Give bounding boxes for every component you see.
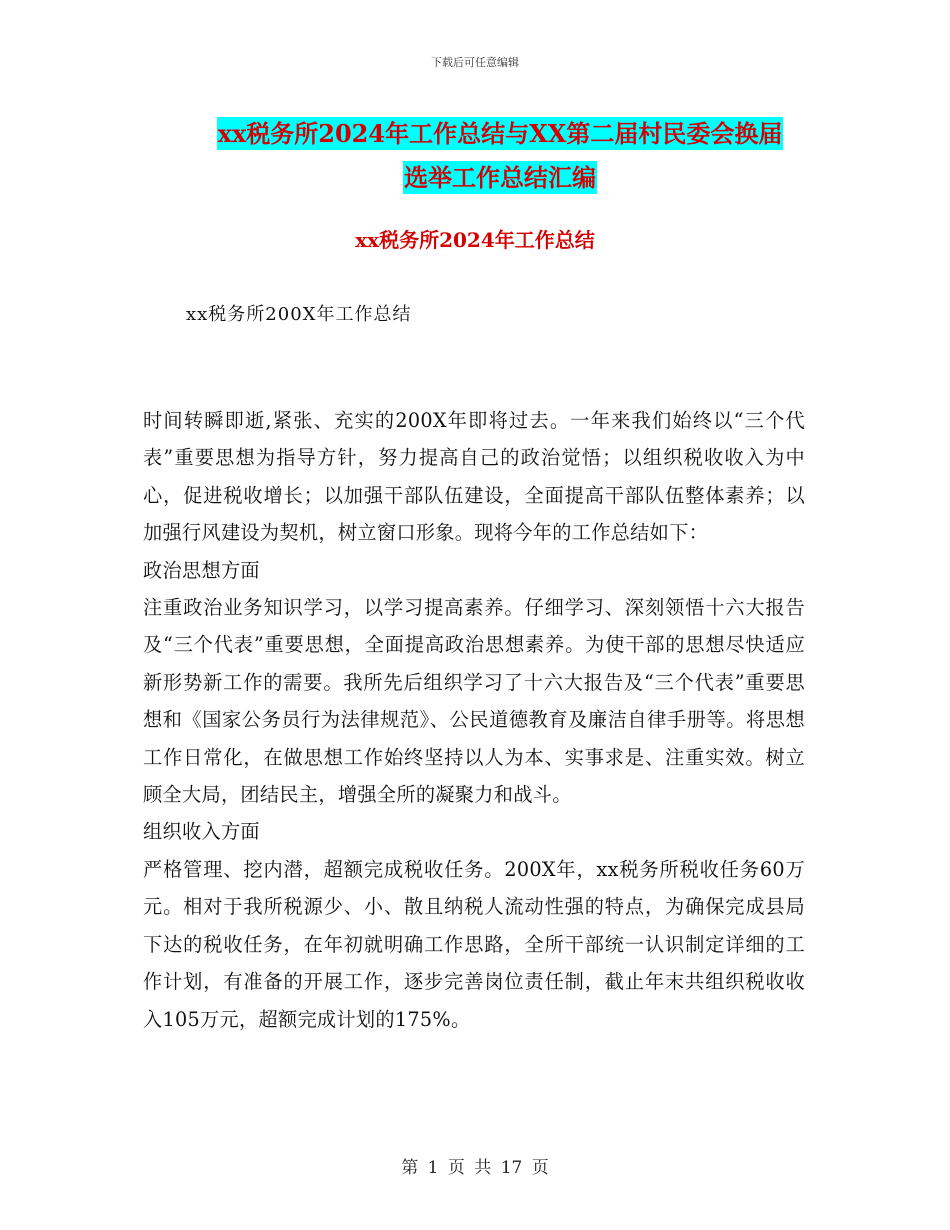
paragraph-political: 注重政治业务知识学习，以学习提高素养。仔细学习、深刻领悟十六大报告及“三个代表”重要思想，全面提高政治思想素养。为使干部的思想尽快适应新形势新工作的需要。我所先后组织学习了十六大报告及“三个代表”重要思想和《国家公务员行为法律规范》、公民道德教育及廉洁自律手册等。将思想工作日常化，在做思想工作始终坚持以人为本、实事求是、注重实效。树立顾全大局，团结民主，增强全所的凝聚力和战斗。 — [143, 596, 805, 807]
main-title-line1: xx税务所2024年工作总结与XX第二届村民委会换届 — [217, 119, 783, 148]
paragraph-revenue: 严格管理、挖内潜，超额完成税收任务。200X年，xx税务所税收任务60万元。相对于我所税源少、小、散且纳税人流动性强的特点，为确保完成县局下达的税收任务，在年初就明确工作思路，全所干部统一认识制定详细的工作计划，有准备的开展工作，逐步完善岗位责任制，截止年末共组织税收收入105万元，超额完成计划的175%。 — [143, 857, 805, 1031]
document-body — [143, 402, 805, 1038]
header-note: 下载后可任意编辑 — [431, 56, 519, 69]
subtitle: xx税务所200X年工作总结 — [186, 304, 412, 325]
paragraph-intro: 时间转瞬即逝,紧张、充实的200X年即将过去。一年来我们始终以“三个代表”重要思想为指导方针，努力提高自己的政治觉悟；以组织税收收入为中心，促进税收增长；以加强干部队伍建设，全面提高干部队伍整体素养；以加强行风建设为契机，树立窗口形象。现将今年的工作总结如下： — [143, 409, 805, 545]
heading-political: 政治思想方面 — [143, 558, 260, 582]
section-title: xx税务所2024年工作总结 — [355, 228, 595, 252]
main-title-line2: 选举工作总结汇编 — [404, 163, 596, 192]
main-title — [140, 112, 860, 200]
heading-revenue: 组织收入方面 — [143, 820, 260, 844]
page-footer: 第 1 页 共 17 页 — [401, 1158, 549, 1178]
